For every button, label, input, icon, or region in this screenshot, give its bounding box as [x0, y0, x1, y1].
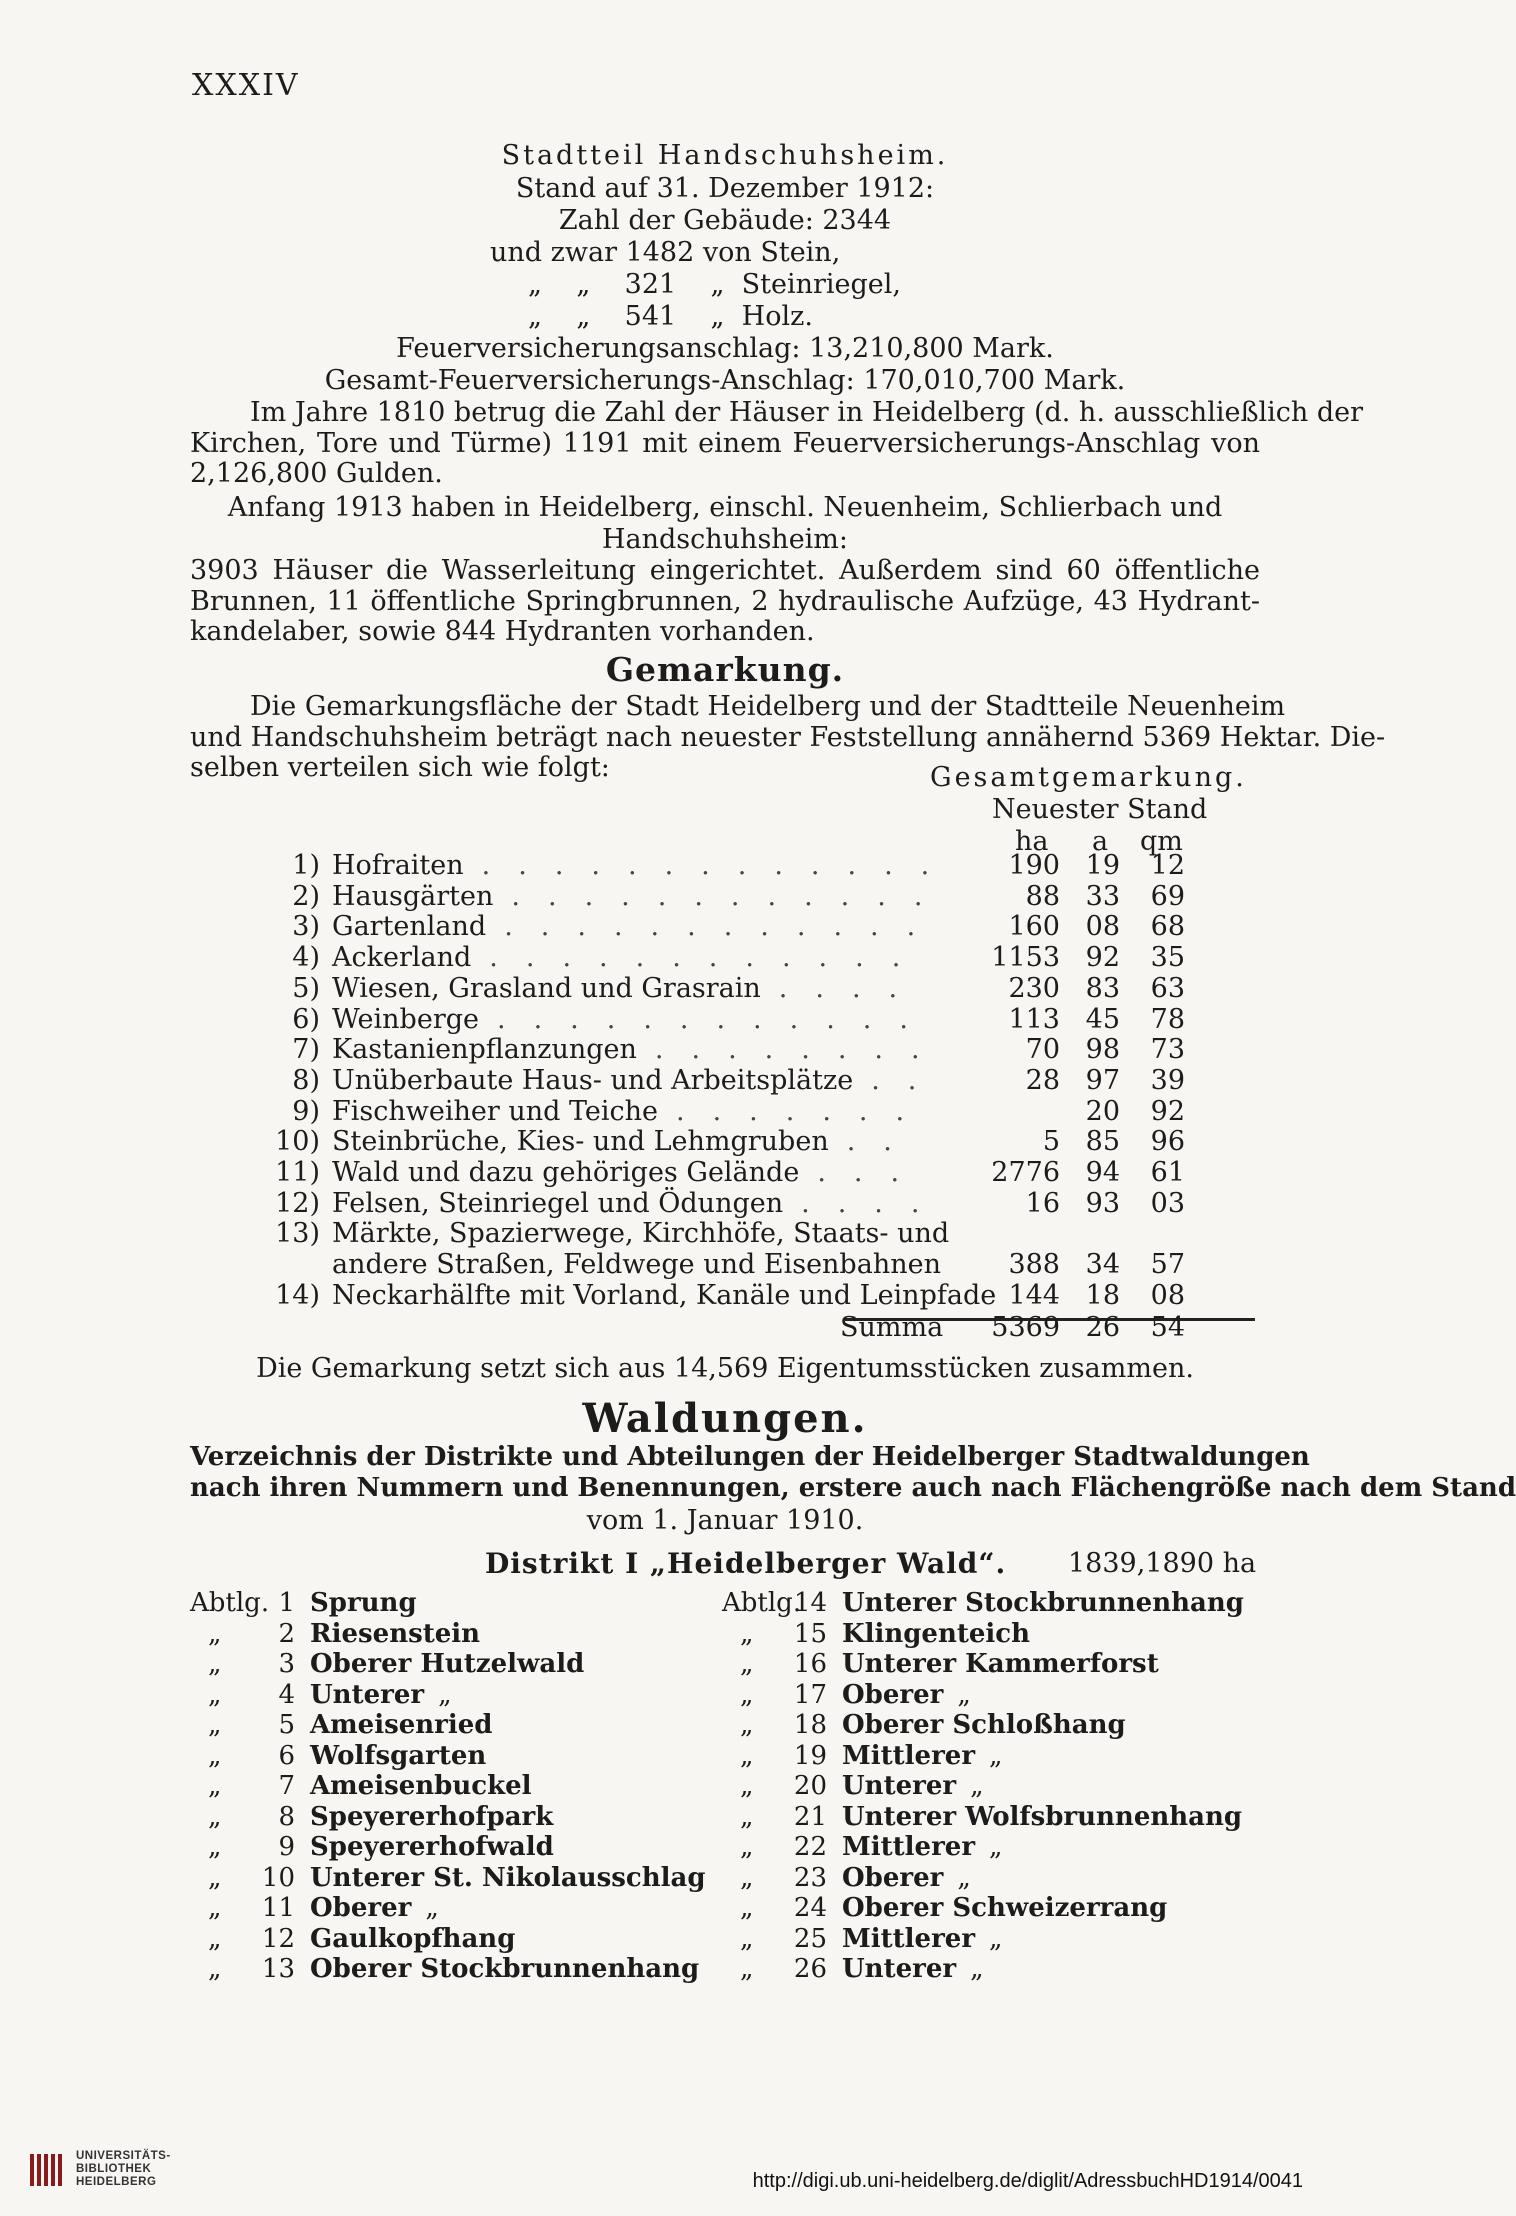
logo-line: HEIDELBERG [76, 2176, 157, 2188]
gebaeude-line: Zahl der Gebäude: 2344 [558, 205, 892, 236]
steinriegel-line: „ „ 321 „ Steinriegel, [528, 269, 902, 300]
ditto-mark: „ [989, 1923, 1003, 1954]
abteilung-label: Abtlg. [190, 1588, 270, 1618]
value-a: 98 [1085, 1034, 1120, 1066]
land-row [260, 1034, 1260, 1065]
summa-qm: 54 [1150, 1312, 1185, 1343]
gesamt-feuer-line: Gesamt-Feuerversicherungs-Anschlag: 170,010,700 Mark. [324, 365, 1126, 396]
source-url-link[interactable]: http://digi.ub.uni-heidelberg.de/diglit/AdressbuchHD1914/0041 [752, 2170, 1303, 2192]
abteilung-name [310, 1680, 452, 1710]
abteilung-label: „ [208, 1801, 222, 1832]
leader-dots: ... [817, 1157, 928, 1188]
row-number: 12) [275, 1187, 320, 1219]
text-line: kandelaber, sowie 844 Hydranten vorhanden. [190, 616, 815, 647]
paragraph-wasserleitung [190, 556, 1260, 648]
row-label: Weinberge [332, 1003, 479, 1035]
row-label: Gartenland [332, 911, 487, 943]
text-line: Verzeichnis der Distrikte und Abteilungen der Heidelberger Stadtwaldungen [190, 1442, 1310, 1472]
abteilung-name [310, 1741, 486, 1771]
ditto-mark: „ [970, 1771, 984, 1801]
text-line: Die Gemarkungsfläche der Stadt Heidelberg und der Stadtteile Neuenheim [250, 691, 1286, 722]
abteilung-name [842, 1680, 971, 1710]
text-line: nach ihren Nummern und Benennungen, erstere auch nach Flächengröße nach dem Stand [190, 1473, 1516, 1503]
abteilung-name-text: Klingenteich [842, 1618, 1031, 1649]
abteilung-name [310, 1771, 532, 1801]
value-a: 93 [1085, 1187, 1120, 1219]
abteilung-name-text: Oberer Schloßhang [842, 1710, 1126, 1740]
value-qm: 35 [1150, 942, 1185, 974]
abteilung-name [842, 1893, 1167, 1923]
row-number: 3) [292, 911, 320, 943]
ditto-mark: „ [425, 1893, 439, 1923]
row-number: 7) [292, 1034, 320, 1066]
abteilung-label: „ [740, 1923, 754, 1954]
summa-row [260, 1312, 1260, 1343]
leader-dots: ........ [654, 1034, 948, 1066]
ditto-mark: „ [957, 1862, 971, 1893]
abteilung-label: „ [208, 1740, 222, 1771]
logo-line: UNIVERSITÄTS- [76, 2150, 171, 2162]
leader-dots: .. [846, 1126, 920, 1158]
text-line: Kirchen, Tore und Türme) 1191 mit einem Feuerversicherungs-Anschlag von [190, 427, 1260, 459]
abteilung-number: 5 [278, 1710, 295, 1740]
summa-a: 26 [1085, 1312, 1120, 1343]
value-qm: 78 [1150, 1003, 1185, 1035]
abteilung-number: 8 [278, 1801, 295, 1832]
row-number: 1) [292, 850, 320, 881]
leader-dots: ....... [675, 1095, 933, 1127]
paragraph-waldungen [190, 1442, 1516, 1504]
row-number: 5) [292, 972, 320, 1004]
text-line: Brunnen, 11 öffentliche Springbrunnen, 2 hydraulische Aufzüge, 43 Hydrant- [190, 585, 1260, 617]
library-logo-icon [28, 2150, 68, 2190]
abteilung-label: „ [740, 1649, 754, 1679]
row-label: Wiesen, Grasland und Grasrain [332, 972, 761, 1004]
land-row [260, 881, 1260, 912]
land-row [260, 1218, 1260, 1249]
unit-a: a [1092, 826, 1109, 857]
abteilung-label: „ [740, 1740, 754, 1771]
abteilung-name [310, 1802, 553, 1832]
text-line: 3903 Häuser die Wasserleitung eingerichtet. Außerdem sind 60 öffentliche [190, 555, 1260, 586]
land-row [260, 1126, 1260, 1157]
row-label: Steinbrüche, Kies- und Lehmgruben [332, 1126, 829, 1158]
abteilung-name-text: Ameisenbuckel [310, 1771, 532, 1801]
abteilung-number: 11 [261, 1893, 295, 1923]
value-qm: 92 [1150, 1095, 1185, 1127]
value-qm: 12 [1150, 850, 1185, 881]
abteilung-number: 17 [793, 1679, 827, 1710]
summa-ha: 5369 [991, 1312, 1060, 1343]
land-row [260, 973, 1260, 1004]
abteilung-name-text: Gaulkopfhang [310, 1923, 516, 1954]
abteilung-name [310, 1619, 480, 1649]
section-title-handschuhsheim: Stadtteil Handschuhsheim. [501, 140, 949, 171]
value-a: 20 [1085, 1095, 1120, 1127]
value-ha: 2776 [991, 1157, 1060, 1188]
abteilung-name [842, 1802, 1242, 1832]
value-a: 94 [1085, 1157, 1120, 1188]
value-qm: 68 [1150, 911, 1185, 943]
anfang-1913-line2: Handschuhsheim: [601, 524, 849, 555]
value-qm: 73 [1150, 1034, 1185, 1066]
abteilung-label: „ [208, 1862, 222, 1893]
stein-line: und zwar 1482 von Stein, [490, 237, 841, 268]
row-number: 2) [292, 880, 320, 912]
abteilung-label: „ [740, 1801, 754, 1832]
value-a: 19 [1085, 850, 1120, 881]
abteilung-name [842, 1954, 984, 1984]
text-line: Im Jahre 1810 betrug die Zahl der Häuser in Heidelberg (d. h. ausschließlich der [250, 397, 1364, 428]
value-ha: 5 [1042, 1126, 1060, 1158]
abteilung-label: „ [740, 1710, 754, 1740]
ditto-mark: „ [957, 1679, 971, 1710]
value-ha: 16 [1025, 1187, 1060, 1219]
abteilung-name [842, 1771, 984, 1801]
value-ha: 70 [1025, 1034, 1060, 1066]
abteilung-name-text: Mittlerer [842, 1740, 976, 1771]
abteilung-label: „ [208, 1893, 222, 1923]
library-logo [28, 2150, 288, 2202]
value-qm: 69 [1150, 880, 1185, 912]
land-row [260, 1249, 1260, 1280]
waldungen-date: vom 1. Januar 1910. [586, 1505, 864, 1536]
abteilung-name-text: Unterer [842, 1954, 957, 1984]
abteilung-name [842, 1588, 1244, 1618]
value-a: 33 [1085, 880, 1120, 912]
abteilung-name-text: Sprung [310, 1588, 417, 1618]
abteilung-name [310, 1954, 699, 1984]
value-ha: 88 [1025, 880, 1060, 912]
row-label: Unüberbaute Haus- und Arbeitsplätze [332, 1064, 854, 1096]
abteilung-number: 15 [793, 1618, 827, 1649]
value-ha: 160 [1008, 911, 1060, 943]
abteilung-number: 3 [278, 1649, 295, 1679]
abteilung-number: 1 [278, 1588, 295, 1618]
abteilung-number: 13 [261, 1954, 295, 1984]
anfang-1913-line1: Anfang 1913 haben in Heidelberg, einschl. Neuenheim, Schlierbach und [227, 492, 1223, 523]
abteilung-name-text: Mittlerer [842, 1832, 976, 1862]
district-title: Distrikt I „Heidelberger Wald“. [485, 1547, 1007, 1580]
row-number: 8) [292, 1064, 320, 1096]
row-label: Neckarhälfte mit Vorland, Kanäle und Leinpfade [332, 1279, 997, 1311]
row-number: 13) [275, 1218, 320, 1250]
abteilung-name-text: Unterer Kammerforst [842, 1649, 1159, 1679]
heading-waldungen: Waldungen. [582, 1395, 868, 1442]
abteilung-name-text: Oberer [310, 1893, 412, 1923]
abteilung-label: „ [740, 1618, 754, 1649]
logo-line: BIBLIOTHEK [76, 2163, 152, 2175]
value-a: 08 [1085, 911, 1120, 943]
district-area: 1839,1890 ha [1068, 1548, 1257, 1579]
row-number: 10) [275, 1126, 320, 1158]
leader-dots: ............ [496, 1003, 936, 1035]
abteilung-label: „ [740, 1832, 754, 1862]
value-a: 83 [1085, 972, 1120, 1004]
value-qm: 61 [1150, 1157, 1185, 1188]
abteilung-number: 24 [793, 1893, 827, 1923]
value-qm: 57 [1150, 1249, 1185, 1281]
abteilung-label: „ [208, 1771, 222, 1801]
row-number: 9) [292, 1095, 320, 1127]
abteilung-label: „ [740, 1862, 754, 1893]
abteilung-name [842, 1832, 1003, 1862]
abteilung-name [310, 1863, 706, 1893]
abteilung-number: 20 [793, 1771, 827, 1801]
column-subtitle: Neuester Stand [992, 794, 1208, 825]
row-label: Kastanienpflanzungen [332, 1034, 637, 1066]
abteilung-name [310, 1710, 492, 1740]
row-label: Märkte, Spazierwege, Kirchhöfe, Staats- und [332, 1218, 950, 1250]
paragraph-1810 [190, 397, 1364, 490]
land-row [260, 1157, 1260, 1188]
abteilung-number: 22 [793, 1832, 827, 1862]
value-ha: 388 [1008, 1249, 1060, 1281]
abteilung-label: „ [208, 1679, 222, 1710]
abteilung-label: „ [208, 1710, 222, 1740]
abteilung-label: „ [208, 1649, 222, 1679]
abteilung-label: Abtlg. [722, 1588, 802, 1618]
value-qm: 08 [1150, 1279, 1185, 1311]
abteilung-name [842, 1649, 1159, 1679]
abteilung-number: 18 [793, 1710, 827, 1740]
row-label: Felsen, Steinriegel und Ödungen [332, 1187, 784, 1219]
abteilung-name [842, 1924, 1003, 1954]
value-ha: 1153 [991, 942, 1060, 974]
abteilung-name-text: Wolfsgarten [310, 1740, 487, 1771]
abteilung-label: „ [208, 1832, 222, 1862]
abteilung-label: „ [208, 1618, 222, 1649]
leader-dots: ............ [504, 911, 944, 943]
abteilung-name-text: Unterer St. Nikolausschlag [310, 1862, 706, 1893]
land-row [260, 1188, 1260, 1219]
abteilung-name-text: Oberer Stockbrunnenhang [310, 1954, 700, 1984]
unit-ha: ha [1015, 826, 1049, 857]
land-row [260, 850, 1260, 881]
heading-gemarkung: Gemarkung. [605, 650, 845, 689]
abteilung-number: 26 [793, 1954, 827, 1984]
leader-dots: .. [871, 1064, 945, 1096]
abteilung-number: 6 [278, 1740, 295, 1771]
feuer-line: Feuerversicherungsanschlag: 13,210,800 Mark. [396, 333, 1054, 364]
row-label: Fischweiher und Teiche [332, 1095, 658, 1127]
row-number: 11) [275, 1157, 320, 1188]
value-a: 45 [1085, 1003, 1120, 1035]
abteilung-number: 12 [261, 1923, 295, 1954]
row-label: Hofraiten [332, 850, 464, 881]
row-label: andere Straßen, Feldwege und Eisenbahnen [332, 1249, 941, 1281]
abteilung-name-text: Unterer Wolfsbrunnenhang [842, 1801, 1243, 1832]
library-logo-text [76, 2150, 171, 2189]
abteilung-name [842, 1863, 971, 1893]
text-line: 2,126,800 Gulden. [190, 458, 443, 489]
value-ha: 113 [1008, 1003, 1060, 1035]
abteilung-label: „ [740, 1893, 754, 1923]
abteilung-name-text: Speyererhofwald [310, 1832, 554, 1862]
column-title: Gesamtgemarkung. [930, 762, 1247, 793]
abteilung-name-text: Ameisenried [310, 1710, 493, 1740]
row-number: 6) [292, 1003, 320, 1035]
value-qm: 39 [1150, 1064, 1185, 1096]
abteilung-number: 10 [261, 1862, 295, 1893]
land-row [260, 1096, 1260, 1127]
abteilung-name-text: Riesenstein [310, 1618, 481, 1649]
abteilung-name [842, 1710, 1126, 1740]
abteilung-name [310, 1649, 584, 1679]
abteilung-number: 16 [793, 1649, 827, 1679]
abteilung-label: „ [208, 1954, 222, 1984]
ditto-mark: „ [438, 1679, 452, 1710]
abteilung-label: „ [740, 1954, 754, 1984]
summa-label: Summa [840, 1312, 944, 1343]
ditto-mark: „ [989, 1832, 1003, 1862]
land-row [260, 911, 1260, 942]
row-label: Wald und dazu gehöriges Gelände [332, 1157, 800, 1188]
abteilung-number: 25 [793, 1923, 827, 1954]
land-row [260, 1280, 1260, 1311]
row-label: Hausgärten [332, 880, 494, 912]
abteilung-number: 7 [278, 1771, 295, 1801]
value-a: 92 [1085, 942, 1120, 974]
page-number: XXXIV [192, 68, 300, 103]
gemarkung-closing: Die Gemarkung setzt sich aus 14,569 Eigentumsstücken zusammen. [256, 1353, 1194, 1384]
abteilung-name-text: Oberer [842, 1679, 944, 1710]
value-ha: 144 [1008, 1279, 1060, 1311]
land-row [260, 1065, 1260, 1096]
row-number: 14) [275, 1279, 320, 1311]
unit-qm: qm [1140, 826, 1183, 857]
value-ha: 190 [1008, 850, 1060, 881]
abteilung-name-text: Unterer [842, 1771, 957, 1801]
abteilung-name-text: Unterer Stockbrunnenhang [842, 1588, 1244, 1618]
abteilung-number: 9 [278, 1832, 295, 1862]
abteilung-label: „ [740, 1679, 754, 1710]
abteilung-name-text: Oberer [842, 1862, 944, 1893]
abteilung-name [842, 1619, 1030, 1649]
abteilung-number: 4 [278, 1679, 295, 1710]
abteilung-number: 14 [793, 1588, 827, 1618]
abteilung-name-text: Mittlerer [842, 1923, 976, 1954]
value-qm: 63 [1150, 972, 1185, 1004]
ditto-mark: „ [970, 1954, 984, 1984]
value-a: 18 [1085, 1279, 1120, 1311]
abteilung-name-text: Oberer Schweizerrang [842, 1893, 1168, 1923]
leader-dots: .... [801, 1187, 948, 1219]
value-a: 85 [1085, 1126, 1120, 1158]
value-a: 34 [1085, 1249, 1120, 1281]
abteilung-name [310, 1832, 554, 1862]
land-row [260, 1004, 1260, 1035]
abteilung-number: 19 [793, 1740, 827, 1771]
abteilung-label: „ [740, 1771, 754, 1801]
abteilung-number: 23 [793, 1862, 827, 1893]
ditto-mark: „ [989, 1740, 1003, 1771]
abteilung-name [310, 1893, 439, 1923]
leader-dots: ............. [481, 850, 958, 881]
abteilung-name [310, 1588, 417, 1618]
abteilung-name-text: Oberer Hutzelwald [310, 1649, 585, 1679]
abteilung-number: 2 [278, 1618, 295, 1649]
abteilung-name [842, 1741, 1003, 1771]
land-row [260, 942, 1260, 973]
text-line: und Handschuhsheim beträgt nach neuester Feststellung annähernd 5369 Hektar. Die- [190, 721, 1386, 753]
abteilung-name-text: Speyererhofpark [310, 1801, 554, 1832]
leader-dots: ............ [489, 942, 929, 974]
holz-line: „ „ 541 „ Holz. [528, 301, 813, 332]
stand-line: Stand auf 31. Dezember 1912: [515, 173, 935, 204]
abteilung-name [310, 1924, 515, 1954]
row-number: 4) [292, 942, 320, 974]
leader-dots: ............ [511, 880, 951, 912]
text-line: selben verteilen sich wie folgt: [190, 752, 610, 783]
value-a: 97 [1085, 1064, 1120, 1096]
value-qm: 03 [1150, 1187, 1185, 1219]
row-label: Ackerland [332, 942, 472, 974]
leader-dots: .... [778, 972, 926, 1004]
abteilung-name-text: Unterer [310, 1679, 425, 1710]
value-ha: 230 [1008, 972, 1060, 1004]
value-qm: 96 [1150, 1126, 1185, 1158]
abteilung-number: 21 [793, 1801, 827, 1832]
value-ha: 28 [1025, 1064, 1060, 1096]
abteilung-label: „ [208, 1923, 222, 1954]
